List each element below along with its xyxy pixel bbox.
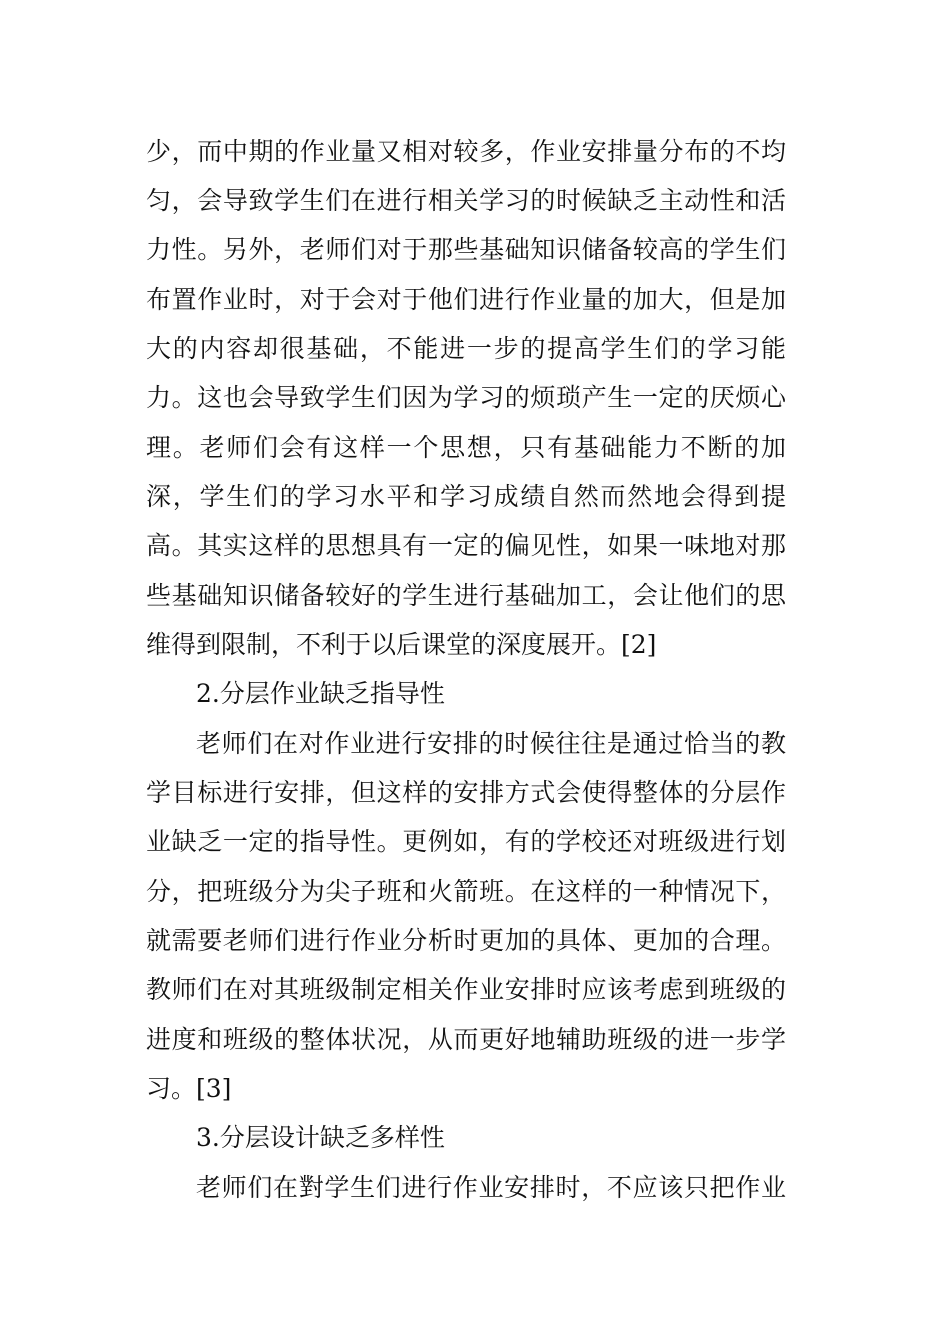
paragraph-line: 维得到限制，不利于以后课堂的深度展开。[2] <box>146 630 657 659</box>
paragraph-line: 布置作业时，对于会对于他们进行作业量的加大，但是加 <box>146 285 786 314</box>
paragraph-line: 进度和班级的整体状况，从而更好地辅助班级的进一步学 <box>146 1025 786 1054</box>
paragraph-line: 些基础知识储备较好的学生进行基础加工，会让他们的思 <box>146 581 786 610</box>
paragraph-line: 力。这也会导致学生们因为学习的烦琐产生一定的厌烦心 <box>146 383 786 412</box>
paragraph-line: 理。老师们会有这样一个思想，只有基础能力不断的加 <box>146 433 786 462</box>
paragraph-line: 老师们在對学生们进行作业安排时，不应该只把作业 <box>196 1173 786 1202</box>
paragraph-line: 就需要老师们进行作业分析时更加的具体、更加的合理。 <box>146 926 786 955</box>
paragraph-line: 教师们在对其班级制定相关作业安排时应该考虑到班级的 <box>146 975 786 1004</box>
paragraph-line: 习。[3] <box>146 1074 232 1103</box>
paragraph-line: 大的内容却很基础，不能进一步的提高学生们的学习能 <box>146 334 786 363</box>
paragraph-line: 深，学生们的学习水平和学习成绩自然而然地会得到提 <box>146 482 786 511</box>
paragraph-line: 分，把班级分为尖子班和火箭班。在这样的一种情况下， <box>146 877 786 906</box>
paragraph-line: 少，而中期的作业量又相对较多，作业安排量分布的不均 <box>146 137 786 166</box>
paragraph-line: 业缺乏一定的指导性。更例如，有的学校还对班级进行划 <box>146 827 786 856</box>
paragraph-line: 匀，会导致学生们在进行相关学习的时候缺乏主动性和活 <box>146 186 786 215</box>
section-heading: 2.分层作业缺乏指导性 <box>196 679 445 708</box>
paragraph-line: 学目标进行安排，但这样的安排方式会使得整体的分层作 <box>146 778 786 807</box>
paragraph-line: 力性。另外，老师们对于那些基础知识储备较高的学生们 <box>146 235 786 264</box>
section-heading: 3.分层设计缺乏多样性 <box>196 1123 445 1152</box>
paragraph-line: 老师们在对作业进行安排的时候往往是通过恰当的教 <box>196 729 786 758</box>
paragraph-line: 高。其实这样的思想具有一定的偏见性，如果一味地对那 <box>146 531 786 560</box>
